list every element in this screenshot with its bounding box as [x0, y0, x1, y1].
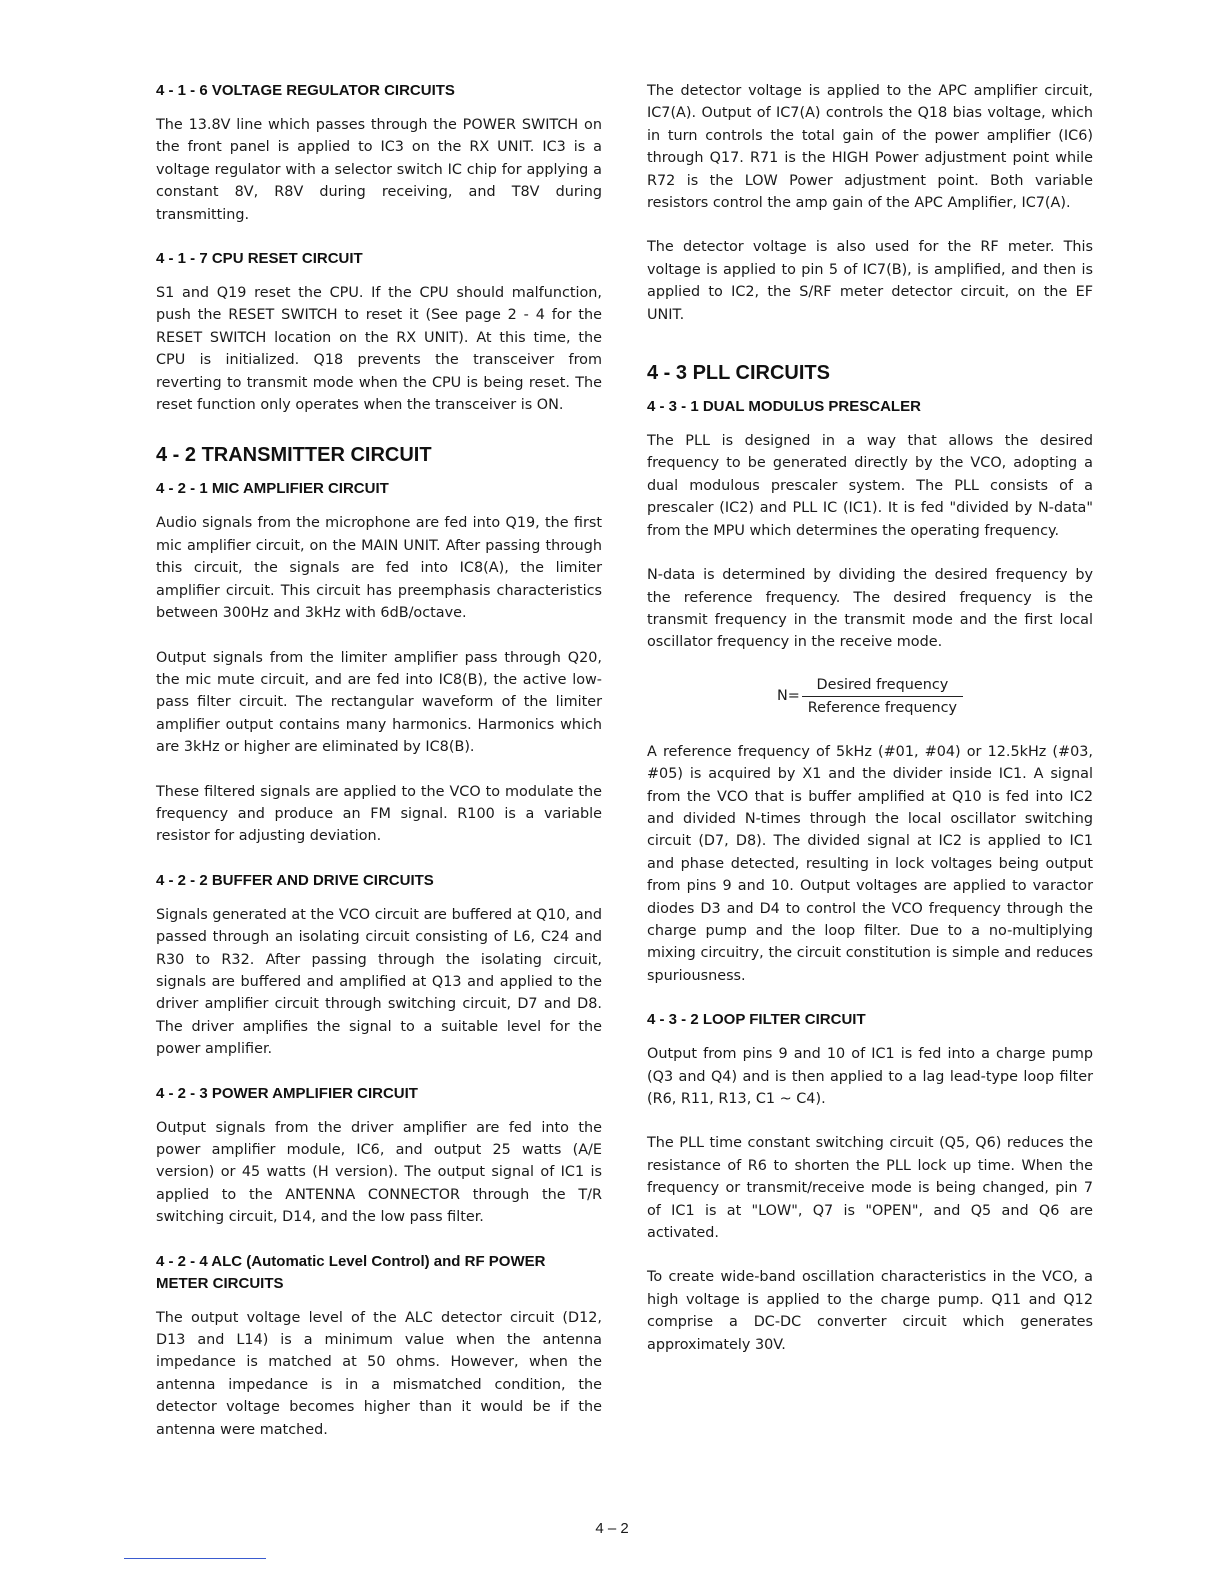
section-4-3-heading: 4 - 3 PLL CIRCUITS — [647, 362, 830, 385]
section-4-2-1-paragraph-1: Audio signals from the microphone are fed into Q19, the first mic amplifier circuit, on the MAIN UNIT. After passing through this circuit, the signals are fed into IC8(A), the limiter amplifier circuit. This circuit has preemphasis characteristics between 300Hz and 3kHz with 6dB/octave. — [156, 515, 602, 622]
right-column — [647, 80, 1093, 1356]
formula-lhs: N= — [776, 688, 800, 705]
section-4-2-4-paragraph-3: The detector voltage is also used for the RF meter. This voltage is applied to pin 5 of IC7(B), is amplified, and then is applied to IC2, the S/RF meter detector circuit, on the EF UNIT. — [647, 239, 1093, 323]
section-4-2-3-heading: 4 - 2 - 3 POWER AMPLIFIER CIRCUIT — [156, 1084, 418, 1102]
section-4-3-1-paragraph-1: The PLL is designed in a way that allows the desired frequency to be generated directly by the VCO, adopting a dual modulous prescaler system. The PLL consists of a prescaler (IC2) and PLL IC (IC1). It is fed "divided by N-data" from the MPU which determines the operating frequency. — [647, 433, 1093, 539]
formula-numerator: Desired frequency — [816, 676, 949, 693]
footer-rule — [124, 1558, 266, 1559]
section-4-3-2-paragraph-1: Output from pins 9 and 10 of IC1 is fed into a charge pump (Q3 and Q4) and is then applied to a lag lead-type loop filter (R6, R11, R13, C1 ~ C4). — [647, 1046, 1093, 1107]
section-4-3-1-paragraph-3: A reference frequency of 5kHz (#01, #04) or 12.5kHz (#03, #05) is acquired by X1 and the divider inside IC1. A signal from the VCO that is buffer amplified at Q10 is fed into IC2 and divided N-times through the local oscillator switching circuit (D7, D8). The divided signal at IC2 is applied to IC1 and phase detected, resulting in lock voltages being output from pins 9 and 10. Output voltages are applied to varactor diodes D3 and D4 to control the VCO frequency through the charge pump and the loop filter. Due to a no-multiplying mixing circuitry, the circuit constitution is simple and reduces spuriousness. — [647, 743, 1093, 984]
section-4-2-heading: 4 - 2 TRANSMITTER CIRCUIT — [156, 444, 432, 467]
section-4-3-2-paragraph-3: To create wide-band oscillation characteristics in the VCO, a high voltage is applied to the charge pump. Q11 and Q12 comprise a DC-DC converter circuit which generates approximately 30V. — [647, 1269, 1093, 1353]
section-4-2-3-paragraph: Output signals from the driver amplifier are fed into the power amplifier module, IC6, and output 25 watts (A/E version) or 45 watts (H version). The output signal of IC1 is applied to the ANTENNA CONNECTOR through the T/R switching circuit, D14, and the low pass filter. — [156, 1119, 602, 1226]
formula-denominator: Reference frequency — [807, 699, 958, 716]
section-4-2-2-paragraph: Signals generated at the VCO circuit are buffered at Q10, and passed through an isolating circuit consisting of L6, C24 and R30 to R32. After passing through the isolating circuit, signals are buffered and amplified at Q13 and applied to the driver amplifier circuit through switching circuit, D7 and D8. The driver amplifies the signal to a suitable level for the power amplifier. — [156, 906, 602, 1058]
section-4-2-1-heading: 4 - 2 - 1 MIC AMPLIFIER CIRCUIT — [156, 480, 389, 498]
section-4-1-7-paragraph: S1 and Q19 reset the CPU. If the CPU should malfunction, push the RESET SWITCH to reset it (See page 2 - 4 for the RESET SWITCH location on the RX UNIT). At this time, the CPU is initialized. Q18 prevents the transceiver from reverting to transmit mode when the CPU is being reset. The reset function only operates when the transceiver is ON. — [156, 285, 602, 414]
section-4-3-1-heading: 4 - 3 - 1 DUAL MODULUS PRESCALER — [647, 398, 921, 416]
section-4-1-6-paragraph: The 13.8V line which passes through the POWER SWITCH on the front panel is applied to IC3 on the RX UNIT. IC3 is a voltage regulator with a selector switch IC chip for applying a constant 8V, R8V during receiving, and T8V during transmitting. — [156, 117, 602, 223]
page-number: 4 – 2 — [595, 1520, 629, 1537]
section-4-3-1-paragraph-2: N-data is determined by dividing the desired frequency by the reference frequency. The desired frequency is the transmit frequency in the transmit mode and the first local oscillator frequency in the receive mode. — [647, 567, 1093, 651]
n-data-formula — [647, 674, 1093, 719]
section-4-1-7-heading: 4 - 1 - 7 CPU RESET CIRCUIT — [156, 250, 363, 268]
section-4-2-1-paragraph-2: Output signals from the limiter amplifier pass through Q20, the mic mute circuit, and are fed into IC8(B), the active low-pass filter circuit. The rectangular waveform of the limiter amplifier output contains many harmonics. Harmonics which are 3kHz or higher are eliminated by IC8(B). — [156, 649, 602, 756]
section-4-2-4-paragraph-2: The detector voltage is applied to the APC amplifier circuit, IC7(A). Output of IC7(A) controls the Q18 bias voltage, which in turn controls the total gain of the power amplifier (IC6) through Q17. R71 is the HIGH Power adjustment point while R72 is the LOW Power adjustment point. Both variable resistors control the amp gain of the APC Amplifier, IC7(A). — [647, 83, 1093, 212]
section-4-2-1-paragraph-3: These filtered signals are applied to the VCO to modulate the frequency and produce an FM signal. R100 is a variable resistor for adjusting deviation. — [156, 783, 602, 845]
section-4-1-6-heading: 4 - 1 - 6 VOLTAGE REGULATOR CIRCUITS — [156, 82, 455, 99]
section-4-2-2-heading: 4 - 2 - 2 BUFFER AND DRIVE CIRCUITS — [156, 871, 434, 889]
section-4-2-4-paragraph-1: The output voltage level of the ALC detector circuit (D12, D13 and L14) is a minimum value when the antenna impedance is matched at 50 ohms. However, when the antenna impedance is in a mismatched condition, the detector voltage becomes higher than it would be if the antenna were matched. — [156, 1309, 602, 1438]
left-column — [156, 80, 602, 1441]
section-4-3-2-paragraph-2: The PLL time constant switching circuit (Q5, Q6) reduces the resistance of R6 to shorten the PLL lock up time. When the frequency or transmit/receive mode is being changed, pin 7 of IC1 is at "LOW", Q7 is "OPEN", and Q5 and Q6 are activated. — [647, 1135, 1093, 1242]
section-4-2-4-heading: 4 - 2 - 4 ALC (Automatic Level Control) and RF POWER METER CIRCUITS — [156, 1252, 546, 1292]
section-4-3-2-heading: 4 - 3 - 2 LOOP FILTER CIRCUIT — [647, 1011, 866, 1029]
formula-fraction — [802, 674, 963, 719]
